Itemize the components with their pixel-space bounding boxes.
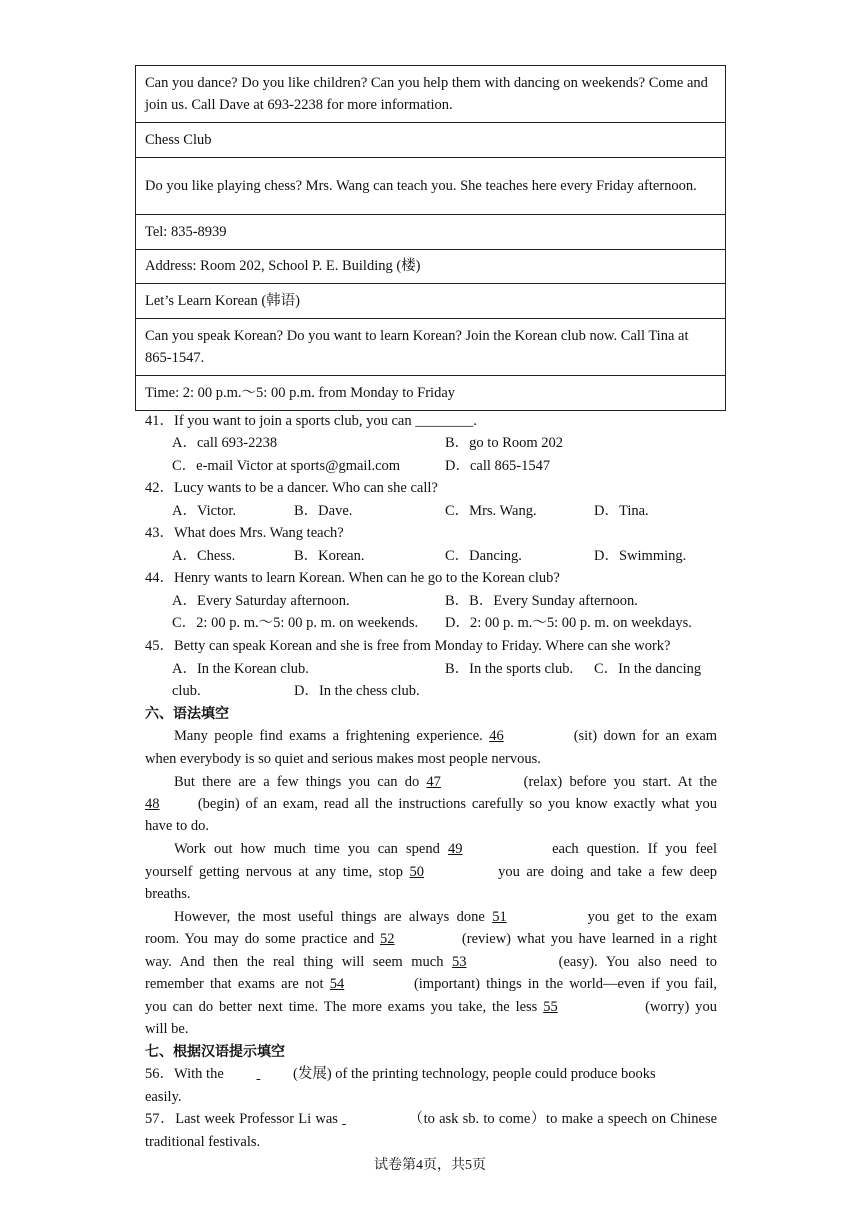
passage-line: you can do better next time. The more exams you take, the less 55 (worry) you (145, 996, 717, 1019)
question-56-cont: easily. (145, 1089, 182, 1105)
passage-line: have to do. (145, 818, 210, 834)
blank-47[interactable]: 47 (426, 774, 441, 790)
page-footer: 试卷第4页，共5页 (374, 1158, 486, 1173)
blank-51[interactable]: 51 (492, 909, 507, 925)
question-42: 42．Lucy wants to be a dancer. Who can she call? (145, 480, 438, 496)
blank-46[interactable]: 46 (489, 728, 504, 744)
section-6-title: 六、语法填空 (145, 706, 229, 722)
table-row: Can you dance? Do you like children? Can you help them with dancing on weekends? Come and join us. Call Dave at 693-2238 for more information. (136, 66, 725, 123)
passage-line: But there are a few things you can do 47 (relax) before you start. At the (145, 771, 717, 794)
option-41d: D．call 865-1547 (445, 458, 551, 474)
option-42d: D．Tina. (594, 503, 649, 519)
option-44a: A．Every Saturday afternoon. (172, 593, 350, 609)
table-row: Let’s Learn Korean (韩语) (136, 284, 725, 319)
table-row: Address: Room 202, School P. E. Building (楼) (136, 250, 725, 284)
question-57-cont: traditional festivals. (145, 1134, 261, 1150)
option-45b: B．In the sports club. (445, 661, 574, 677)
passage-line: way. And then the real thing will seem much 53 (easy). You also need to (145, 951, 717, 974)
option-42c: C．Mrs. Wang. (445, 503, 537, 519)
option-43b: B．Korean. (294, 548, 365, 564)
passage-line: when everybody is so quiet and serious makes most people nervous. (145, 751, 541, 767)
option-45c-cont: club. (172, 683, 201, 699)
question-44: 44．Henry wants to learn Korean. When can he go to the Korean club? (145, 570, 560, 586)
blank-53[interactable]: 53 (452, 954, 467, 970)
table-row: Time: 2: 00 p.m.～5: 00 p.m. from Monday to Friday (136, 376, 725, 411)
table-row: Do you like playing chess? Mrs. Wang can teach you. She teaches here every Friday afternoon. (136, 158, 725, 215)
option-44d: D．2: 00 p. m.～5: 00 p. m. on weekdays. (445, 615, 692, 631)
blank-57[interactable] (342, 1108, 404, 1131)
option-44b: B．B．Every Sunday afternoon. (445, 593, 638, 609)
option-43d: D．Swimming. (594, 548, 687, 564)
option-45c: C．In the dancing (594, 661, 702, 677)
table-row: Chess Club (136, 123, 725, 158)
option-43a: A．Chess. (172, 548, 236, 564)
table-row: Can you speak Korean? Do you want to learn Korean? Join the Korean club now. Call Tina at 865-1547. (136, 319, 725, 376)
passage-line: Work out how much time you can spend 49 each question. If you feel (145, 838, 717, 861)
option-41b: B．go to Room 202 (445, 435, 564, 451)
passage-line: 48 (begin) of an exam, read all the instructions carefully so you know exactly what you (145, 793, 717, 816)
question-43: 43．What does Mrs. Wang teach? (145, 525, 344, 541)
passage-line: room. You may do some practice and 52 (review) what you have learned in a right (145, 928, 717, 951)
passage-line: remember that exams are not 54 (important) things in the world—even if you fail, (145, 973, 717, 996)
section-7-title: 七、根据汉语提示填空 (145, 1044, 285, 1060)
passage-line: yourself getting nervous at any time, stop 50 you are doing and take a few deep (145, 861, 717, 884)
option-45d: D．In the chess club. (294, 683, 420, 699)
blank-49[interactable]: 49 (447, 841, 463, 857)
option-41c: C．e-mail Victor at sports@gmail.com (172, 458, 401, 474)
passage-line: However, the most useful things are always done 51 you get to the exam (145, 906, 717, 929)
blank-54[interactable]: 54 (329, 976, 345, 992)
blank-56[interactable] (227, 1063, 289, 1086)
blank-55[interactable]: 55 (543, 999, 558, 1015)
blank-48[interactable]: 48 (145, 796, 160, 812)
passage-line: breaths. (145, 886, 191, 902)
question-56: 56．With the (发展) of the printing technology, people could produce books (145, 1063, 717, 1086)
option-42b: B．Dave. (294, 503, 353, 519)
question-57: 57．Last week Professor Li was （to ask sb. to come）to make a speech on Chinese (145, 1108, 717, 1131)
option-43c: C．Dancing. (445, 548, 522, 564)
blank-50[interactable]: 50 (409, 864, 425, 880)
blank-52[interactable]: 52 (380, 931, 395, 947)
option-41a: A．call 693-2238 (172, 435, 278, 451)
table-row: Tel: 835-8939 (136, 215, 725, 250)
question-45: 45．Betty can speak Korean and she is free from Monday to Friday. Where can she work? (145, 638, 671, 654)
passage-line: Many people find exams a frightening experience. 46 (sit) down for an exam (145, 725, 717, 748)
option-44c: C．2: 00 p. m.～5: 00 p. m. on weekends. (172, 615, 419, 631)
option-45a: A．In the Korean club. (172, 661, 309, 677)
question-41: 41．If you want to join a sports club, you can ________. (145, 413, 477, 429)
club-ads-table (135, 65, 726, 411)
passage-line: will be. (145, 1021, 189, 1037)
option-42a: A．Victor. (172, 503, 236, 519)
